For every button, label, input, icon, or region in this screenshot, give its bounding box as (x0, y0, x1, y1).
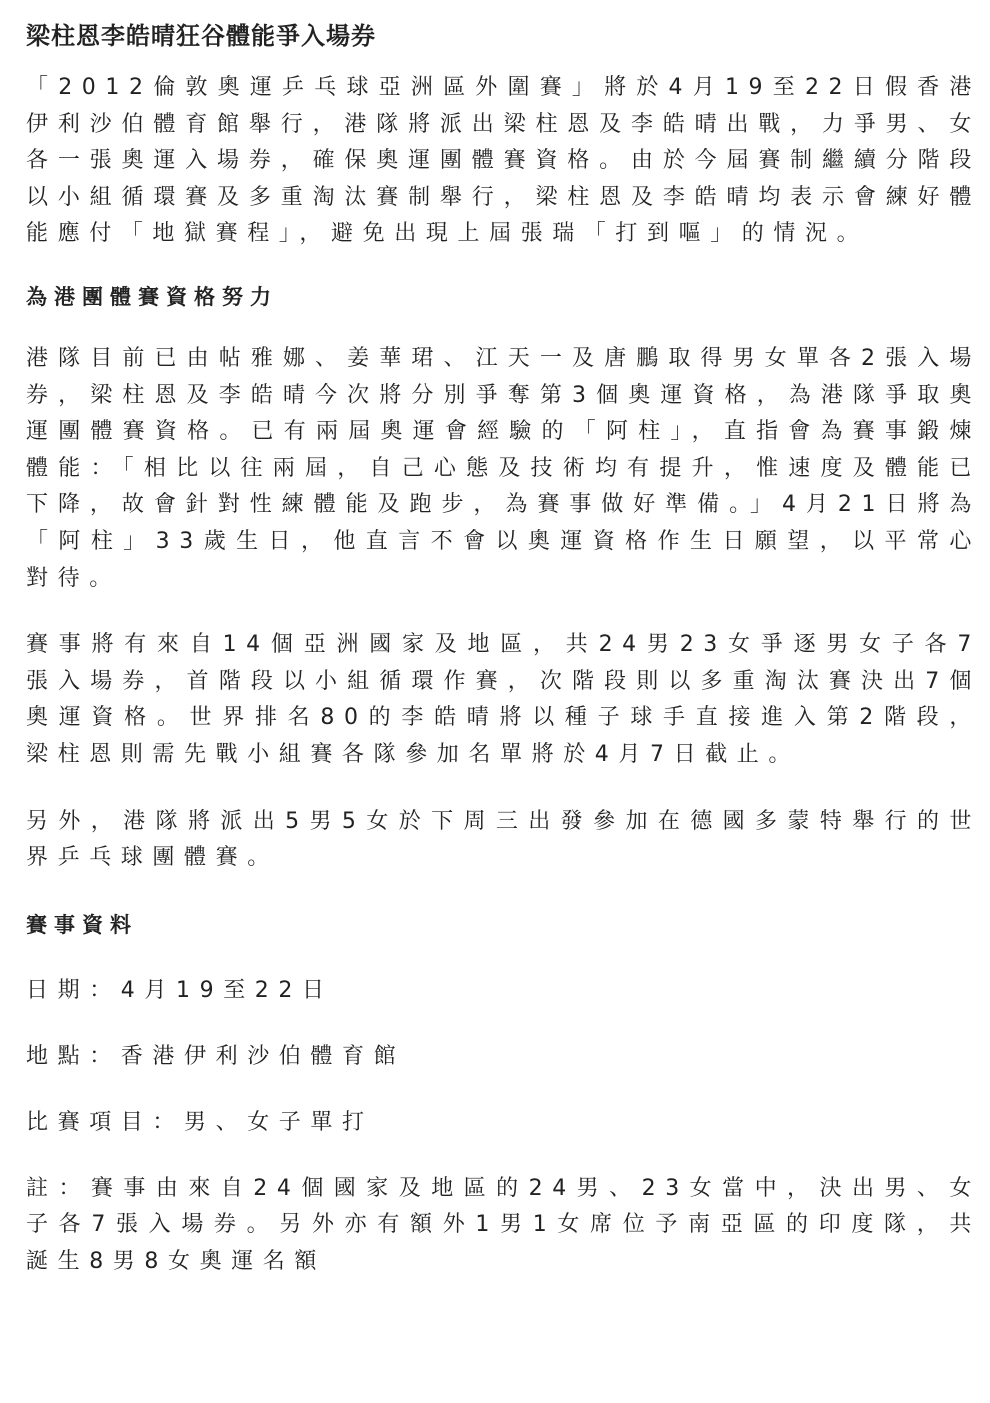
article-title: 梁柱恩李皓晴狂谷體能爭入場券 (26, 22, 376, 50)
body-paragraph-2: 賽事將有來自14個亞洲國家及地區，共24男23女爭逐男女子各7張入場券，首階段以小組循環作賽，次階段則以多重淘汰賽決出7個奧運資格。世界排名80的李皓晴將以種子球手直接進入第2階段，梁柱恩則需先戰小組賽各隊參加名單將於4月7日截止。 (26, 632, 981, 767)
body-paragraph-1: 港隊目前已由帖雅娜、姜華珺、江天一及唐鵬取得男女單各2張入場券，梁柱恩及李皓晴今次將分別爭奪第3個奧運資格，為港隊爭取奧運團體賽資格。已有兩屆奧運會經驗的「阿柱」，直指會為賽事鍛煉體能：「相比以往兩屆，自己心態及技術均有提升，惟速度及體能已下降，故會針對性練體能及跑步，為賽事做好準備。」4月21日將為「阿柱」33歲生日，他直言不會以奧運資格作生日願望，以平常心對待。 (26, 345, 981, 591)
event-categories: 比賽項目：男、女子單打 (26, 1109, 374, 1135)
event-note: 註：賽事由來自24個國家及地區的24男、23女當中，決出男、女子各7張入場券。另外亦有額外1男1女席位予南亞區的印度隊，共誕生8男8女奧運名額 (26, 1175, 981, 1274)
event-date: 日期：4月19至22日 (26, 977, 334, 1003)
document-page (26, 18, 981, 1280)
body-paragraph-3: 另外，港隊將派出5男5女於下周三出發參加在德國多蒙特舉行的世界乒乓球團體賽。 (26, 808, 981, 871)
event-venue: 地點：香港伊利沙伯體育館 (26, 1043, 406, 1069)
section-heading-team-qualification: 為港團體賽資格努力 (26, 284, 278, 309)
section-heading-event-info: 賽事資料 (26, 912, 138, 937)
intro-paragraph: 「2012倫敦奧運乒乓球亞洲區外圍賽」將於4月19至22日假香港伊利沙伯體育館舉行，港隊將派出梁柱恩及李皓晴出戰，力爭男、女各一張奧運入場券，確保奧運團體賽資格。由於今屆賽制繼續分階段以小組循環賽及多重淘汰賽制舉行，梁柱恩及李皓晴均表示會練好體能應付「地獄賽程」，避免出現上屆張瑞「打到嘔」的情況。 (26, 75, 981, 247)
